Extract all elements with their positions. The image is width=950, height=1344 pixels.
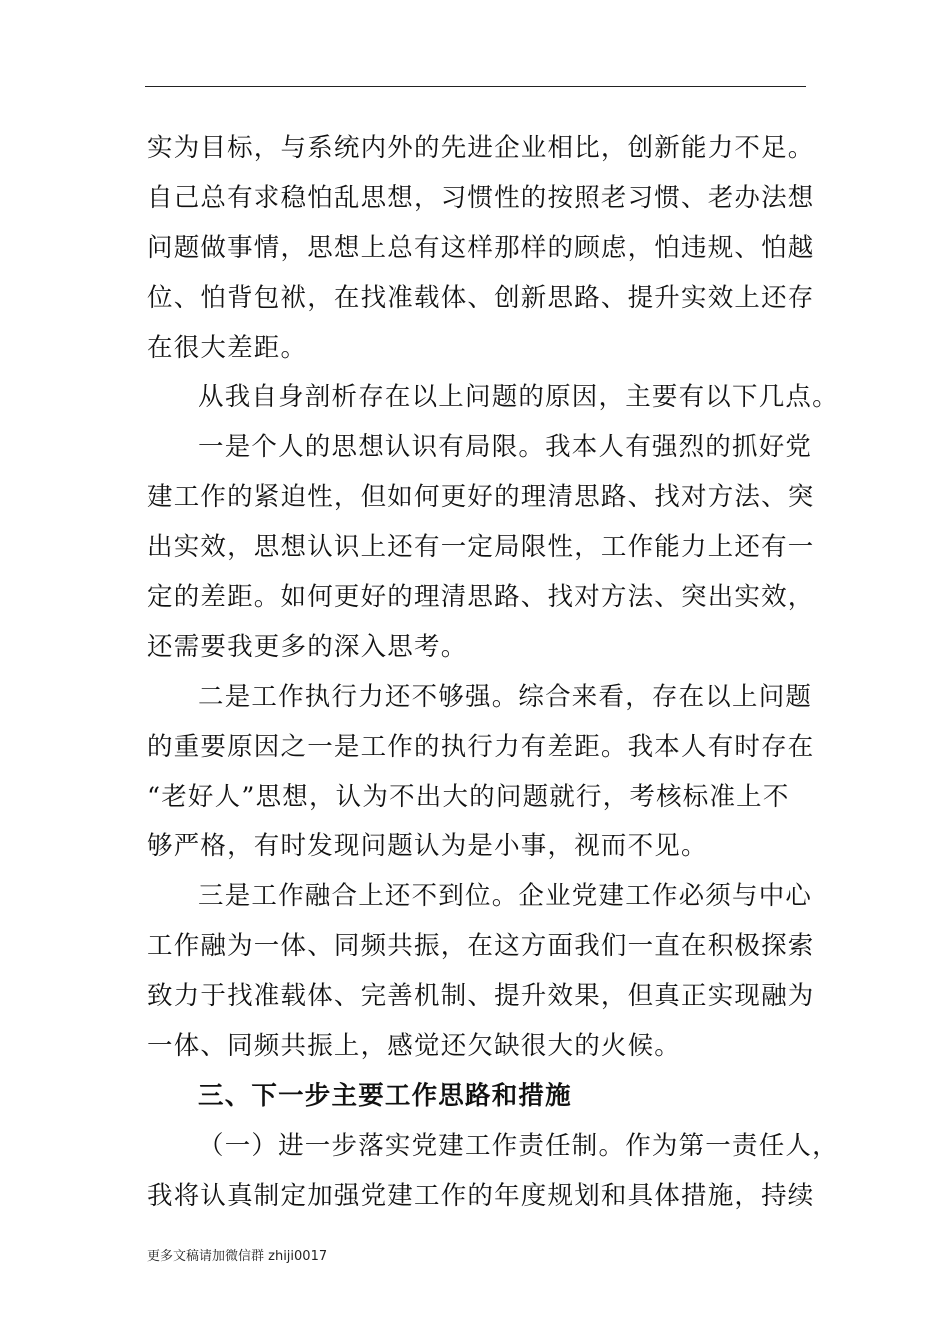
text-line: 还需要我更多的深入思考。 [147,631,468,662]
text-line: 在很大差距。 [147,332,308,363]
text-line: 致力于找准载体、完善机制、提升效果，但真正实现融为 [147,981,815,1012]
text-line: 工作融为一体、同频共振，在这方面我们一直在积极探索 [147,931,815,962]
header-rule [145,86,806,87]
paragraph-first-line: 从我自身剖析存在以上问题的原因，主要有以下几点。 [198,382,839,413]
paragraph-first-line: 二是工作执行力还不够强。综合来看，存在以上问题 [198,681,813,712]
text-line: 位、怕背包袱，在找准载体、创新思路、提升实效上还存 [147,282,815,313]
footer-note: 更多文稿请加微信群 zhiji0017 [147,1249,328,1264]
text-line: 自己总有求稳怕乱思想，习惯性的按照老习惯、老办法想 [147,182,815,213]
text-line: 出实效，思想认识上还有一定局限性，工作能力上还有一 [147,532,815,563]
text-line: 实为目标，与系统内外的先进企业相比，创新能力不足。 [147,133,815,163]
text-line: 够严格，有时发现问题认为是小事，视而不见。 [147,831,708,862]
paragraph-first-line: （一）进一步落实党建工作责任制。作为第一责任人， [198,1130,839,1161]
text-line: 一体、同频共振上，感觉还欠缺很大的火候。 [147,1031,682,1062]
text-line: 问题做事情，思想上总有这样那样的顾虑，怕违规、怕越 [147,232,815,263]
text-line: 我将认真制定加强党建工作的年度规划和具体措施，持续 [147,1180,815,1211]
text-line: “老好人”思想，认为不出大的问题就行，考核标准上不 [147,781,790,812]
section-heading: 三、下一步主要工作思路和措施 [198,1080,572,1111]
text-line: 建工作的紧迫性，但如何更好的理清思路、找对方法、突 [147,482,815,513]
paragraph-first-line: 一是个人的思想认识有局限。我本人有强烈的抓好党 [198,432,813,463]
text-line: 的重要原因之一是工作的执行力有差距。我本人有时存在 [147,731,815,762]
text-line: 定的差距。如何更好的理清思路、找对方法、突出实效， [147,582,815,613]
paragraph-first-line: 三是工作融合上还不到位。企业党建工作必须与中心 [198,881,813,912]
document-body [147,124,839,1222]
